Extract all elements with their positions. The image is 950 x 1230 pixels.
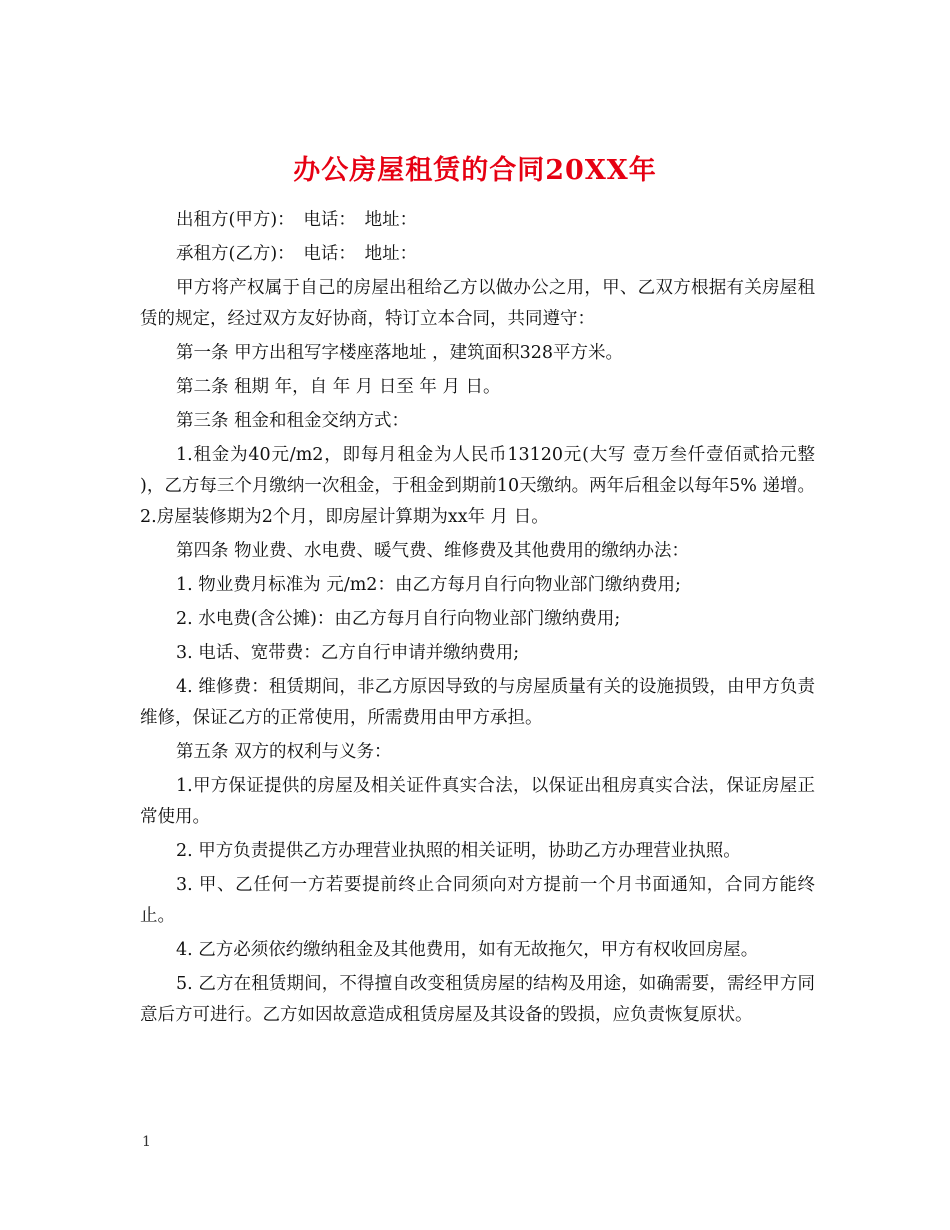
article-3-item-1: 1.租金为40元/m2，即每月租金为人民币13120元(大写 壹万叁仟壹佰贰拾元整 )，乙方每三个月缴纳一次租金，于租金到期前10天缴纳。两年后租金以每年5% 递增。 2.房屋装修期为2个月，即房屋计算期为xx年 月 日。 (140, 445, 815, 527)
preamble-paragraph: 甲方将产权属于自己的房屋出租给乙方以做办公之用，甲、乙双方根据有关房屋租赁的规定，经过双方友好协商，特订立本合同，共同遵守： (140, 278, 815, 329)
article-4-item-1: 1. 物业费月标准为 元/m2：由乙方每月自行向物业部门缴纳费用; (176, 575, 681, 595)
article-5-item-4: 4. 乙方必须依约缴纳租金及其他费用，如有无故拖欠，甲方有权收回房屋。 (176, 940, 759, 960)
article-5-heading: 第五条 双方的权利与义务： (176, 742, 392, 762)
document-title: 办公房屋租赁的合同20XX年 (293, 155, 657, 187)
article-5-item-1: 1.甲方保证提供的房屋及相关证件真实合法，以保证出租房真实合法，保证房屋正常使用。 (140, 776, 815, 827)
article-5-item-3: 3. 甲、乙任何一方若要提前终止合同须向对方提前一个月书面通知，合同方能终止。 (140, 875, 815, 926)
article-5-item-5: 5. 乙方在租赁期间，不得擅自改变租赁房屋的结构及用途，如确需要，需经甲方同意后方可进行。乙方如因故意造成租赁房屋及其设备的毁损，应负责恢复原状。 (140, 974, 815, 1025)
page-number: 1 (142, 1134, 151, 1150)
party-b-line: 承租方(乙方)： 电话： 地址： (176, 244, 418, 264)
article-4-item-2: 2. 水电费(含公摊)：由乙方每月自行向物业部门缴纳费用; (176, 609, 621, 629)
article-3-heading: 第三条 租金和租金交纳方式： (176, 411, 410, 431)
party-a-line: 出租方(甲方)： 电话： 地址： (176, 210, 418, 230)
article-5-item-2: 2. 甲方负责提供乙方办理营业执照的相关证明，协助乙方办理营业执照。 (176, 841, 741, 861)
article-4-item-4: 4. 维修费：租赁期间，非乙方原因导致的与房屋质量有关的设施损毁，由甲方负责维修，保证乙方的正常使用，所需费用由甲方承担。 (140, 677, 815, 728)
article-1: 第一条 甲方出租写字楼座落地址 ，建筑面积328平方米。 (176, 343, 624, 363)
article-2: 第二条 租期 年，自 年 月 日至 年 月 日。 (176, 377, 501, 397)
article-4-heading: 第四条 物业费、水电费、暖气费、维修费及其他费用的缴纳办法： (176, 541, 690, 561)
article-4-item-3: 3. 电话、宽带费：乙方自行申请并缴纳费用; (176, 643, 520, 663)
contract-body (140, 205, 815, 1034)
